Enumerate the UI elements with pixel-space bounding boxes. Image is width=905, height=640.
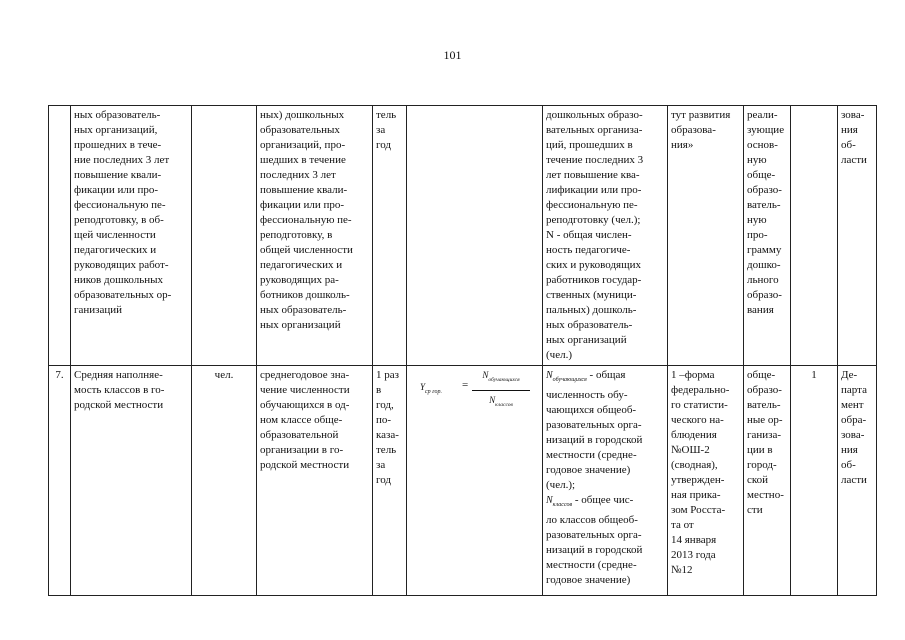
cell-level bbox=[791, 106, 838, 366]
cell-formula bbox=[407, 366, 543, 596]
cell-number bbox=[49, 106, 71, 366]
cell-responsible: зова- ния об- ласти bbox=[838, 106, 877, 366]
formula bbox=[410, 368, 539, 408]
cell-definition: среднегодовое зна- чение численности обучающихся в од- ном классе обще- образовательной организации в го- родской местности bbox=[257, 366, 373, 596]
table-row bbox=[49, 366, 877, 596]
page-number: 101 bbox=[443, 48, 462, 62]
cell-definition: ных) дошкольных образовательных организаций, про- шедших в течение последних 3 лет повышение квали- фикации или про- фессиональную пе- реподготовку, в общей численности педагогических и руководящих ра- ботников дошколь- ных образователь- ных организаций bbox=[257, 106, 373, 366]
legend-symbol-classes: $N_{классов}$ bbox=[546, 495, 573, 508]
cell-source: 1 –форма федерально- го статисти- ческого на- блюдения №ОШ-2 (сводная), утвержден- ная прика- зом Росста- та от 14 января 2013 года №12 bbox=[668, 366, 744, 596]
legend-text-classes: - общее чис- ло классов общеоб- разовательных орга- низаций в городской местности (средне- годовое значение) bbox=[546, 494, 643, 586]
table-row bbox=[49, 106, 877, 366]
cell-number: 7. bbox=[49, 366, 71, 596]
cell-responsible: Де- парта мент обра- зова- ния об- ласти bbox=[838, 366, 877, 596]
formula-denominator: $N_{классов}$ bbox=[489, 394, 513, 408]
cell-indicator-name: ных образователь- ных организаций, прошедних в тече- ние последних 3 лет повышение квали- фикации или про- фессиональную пе- реподготовку, в об- щей численности педагогических и руководящих работ- ников дошкольных образовательных ор- ганизаций bbox=[71, 106, 192, 366]
indicators-table bbox=[48, 105, 877, 596]
cell-legend bbox=[543, 366, 668, 596]
cell-legend: дошкольных образо- вательных организа- ций, прошедших в течение последних 3 лет повышение ква- лификации или про- фессиональную пе- реподготовку (чел.); N - общая числен- ность педагогиче- ских и руководящих работников государ- ственных (муници- пальных) дошколь- ных образователь- ных организаций (чел.) bbox=[543, 106, 668, 366]
cell-periodicity: тель за год bbox=[373, 106, 407, 366]
formula-equals: = bbox=[462, 379, 469, 391]
cell-indicator-name: Средняя наполняе- мость классов в го- родской местности bbox=[71, 366, 192, 596]
cell-periodicity: 1 раз в год, по- каза- тель за год bbox=[373, 366, 407, 596]
legend-symbol-students: $N_{обучающихся}$ bbox=[546, 370, 587, 383]
formula-fraction bbox=[472, 368, 530, 413]
cell-source: тут развития образова- ния» bbox=[668, 106, 744, 366]
cell-unit: чел. bbox=[192, 366, 257, 596]
cell-scope: обще- образо- ватель- ные ор- ганиза- ции в город- ской местно- сти bbox=[744, 366, 791, 596]
cell-level: 1 bbox=[791, 366, 838, 596]
cell-scope: реали- зующие основ- ную обще- образо- ватель- ную про- грамму дошко- льного образо- вания bbox=[744, 106, 791, 366]
formula-lhs: $Y_{ср гор.}$ bbox=[420, 382, 443, 395]
cell-unit bbox=[192, 106, 257, 366]
cell-formula bbox=[407, 106, 543, 366]
formula-numerator: $N_{обучающихся}$ bbox=[472, 368, 530, 391]
legend-text-students: - общая численность обу- чающихся общеоб- разовательных орга- низаций в городской местности (средне- годовое значение) (чел.); bbox=[546, 369, 643, 491]
